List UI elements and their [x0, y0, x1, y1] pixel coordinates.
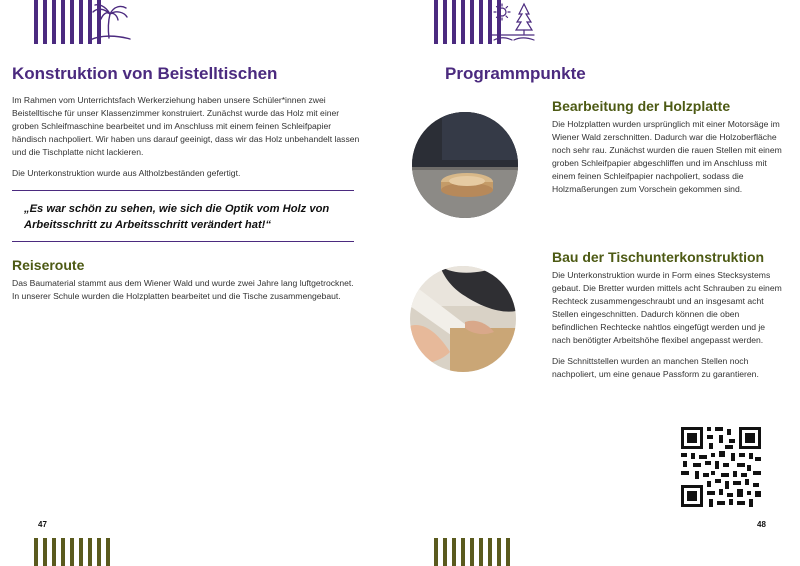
item2-block — [552, 269, 784, 381]
section-title-reiseroute: Reiseroute — [12, 257, 85, 273]
page-title: Programmpunkte — [445, 64, 586, 83]
footer-stripes — [34, 538, 110, 566]
quote-top-rule — [12, 190, 354, 191]
quote-bottom-rule — [12, 241, 354, 242]
page-title: Konstruktion von Beistelltischen — [12, 64, 278, 83]
intro-paragraph: Im Rahmen vom Unterrichtsfach Werkerziehung haben unsere Schüler*innen zwei Beistelltische für unser Klassenzimmer konstruiert. Zunächst wurde das Holz mit einer groben Schleifmaschine bearbeitet und im Anschluss mit einem feinen Schleifpapier händisch nachpoliert. Wir haben uns darauf geeinigt, dass wir das Holz unbehandelt lassen und die Tischplatte nicht lackieren. — [12, 95, 360, 157]
item1-text: Die Holzplatten wurden ursprünglich mit einer Motorsäge im Wiener Wald zerschnitten. Dadurch war die Holzoberfläche noch sehr rau. Zunächst wurden die rauen Stellen mit einem groben Schleifpapier abgeschliffen und im Anschluss mit einem feinen Schleifpapier nachpoliert, sodass die Holzmaßerungen zum Vorschein gekommen sind. — [552, 119, 782, 194]
item2-title: Bau der Tischunterkonstruktion — [552, 249, 765, 265]
quote: „Es war schön zu sehen, wie sich die Optik vom Holz von Arbeitsschritt zu Arbeitsschritt verändert hat!“ — [24, 203, 330, 231]
page-number: 48 — [757, 520, 766, 529]
intro-block — [12, 94, 362, 180]
reiseroute-block — [12, 277, 362, 303]
palm-tree-icon — [88, 2, 132, 44]
item2-text-2: Die Schnittstellen wurden an manchen Stellen noch nachpoliert, um eine genaue Passform zu garantieren. — [552, 356, 759, 379]
item2-text: Die Unterkonstruktion wurde in Form eines Stecksystems gebaut. Die Bretter wurden mittels acht Schrauben zu einem Rechteck zusammengeschraubt und an insgesamt acht Stellen eingeschnitten. Dadurch können die oben befindlichen Rechtecke nahtlos eingefügt werden und je nach benötigter Arbeitshöhe flexibel angepasst werden. — [552, 270, 782, 345]
reiseroute-text: Das Baumaterial stammt aus dem Wiener Wald und wurde zwei Jahre lang luftgetrocknet. In unserer Schule wurden die Holzplatten bearbeitet und die Tische zusammengebaut. — [12, 278, 354, 301]
sun-forest-icon — [490, 2, 536, 44]
wood-slab-photo — [412, 112, 518, 218]
footer-stripes — [434, 538, 510, 566]
right-page — [400, 0, 800, 566]
construction-photo — [410, 266, 516, 372]
page-number: 47 — [38, 520, 47, 529]
item1-title: Bearbeitung der Holzplatte — [552, 98, 731, 114]
intro-paragraph-2: Die Unterkonstruktion wurde aus Altholzbeständen gefertigt. — [12, 168, 241, 178]
qr-code[interactable] — [681, 427, 761, 507]
item1-block — [552, 118, 784, 196]
